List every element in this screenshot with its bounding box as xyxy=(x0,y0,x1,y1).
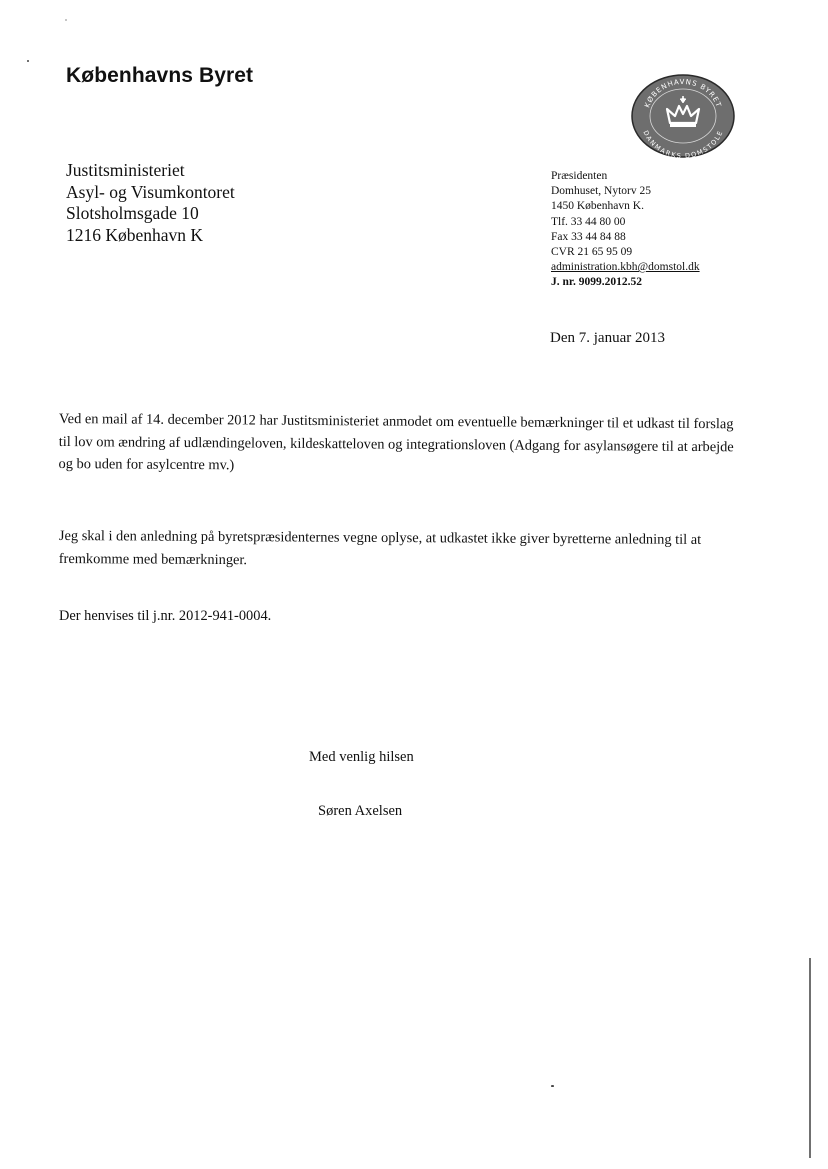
recipient-line: Justitsministeriet xyxy=(66,160,185,180)
body-paragraph: Ved en mail af 14. december 2012 har Justitsministeriet anmodet om eventuelle bemærkninger til et udkast til forslag til lov om ændring af udlændingeloven, kildeskatteloven og integrationsloven (Adgang for asylansøgere til at arbejde og bo uden for asylcentre mv.) xyxy=(58,410,734,474)
scan-speck xyxy=(551,1085,554,1087)
sender-address-city: 1450 København K. xyxy=(551,200,644,213)
letter-date: Den 7. januar 2013 xyxy=(550,330,665,346)
court-name: Københavns Byret xyxy=(66,64,254,87)
sender-email: administration.kbh@domstol.dk xyxy=(551,261,700,274)
sender-block xyxy=(551,169,700,291)
sender-cvr: CVR 21 65 95 09 xyxy=(551,246,633,259)
recipient-line: Slotsholmsgade 10 xyxy=(66,203,199,223)
sender-fax: Fax 33 44 84 88 xyxy=(551,230,626,243)
sender-address-street: Domhuset, Nytorv 25 xyxy=(551,185,651,198)
body-paragraph: Jeg skal i den anledning på byretspræsidenternes vegne oplyse, at udkastet ikke giver byretterne anledning til at fremkomme med bemærkninger. xyxy=(58,527,702,568)
recipient-address xyxy=(66,160,235,246)
signer-name: Søren Axelsen xyxy=(318,803,403,819)
recipient-line: 1216 København K xyxy=(66,224,204,245)
court-seal xyxy=(630,73,736,159)
closing-greeting: Med venlig hilsen xyxy=(309,749,414,765)
journal-number: J. nr. 9099.2012.52 xyxy=(551,276,642,289)
scan-speck xyxy=(65,19,67,21)
sender-phone: Tlf. 33 44 80 00 xyxy=(551,215,626,228)
seal-bottom-text: DANMARKS DOMSTOLE xyxy=(641,129,725,159)
scan-speck xyxy=(27,60,29,62)
scan-edge-line xyxy=(809,958,811,1158)
body-paragraph: Der henvises til j.nr. 2012-941-0004. xyxy=(59,608,272,624)
recipient-line: Asyl- og Visumkontoret xyxy=(66,181,235,202)
seal-disc xyxy=(632,75,734,157)
sender-title: Præsidenten xyxy=(551,170,608,182)
seal-top-text: KØBENHAVNS BYRET xyxy=(643,77,723,109)
